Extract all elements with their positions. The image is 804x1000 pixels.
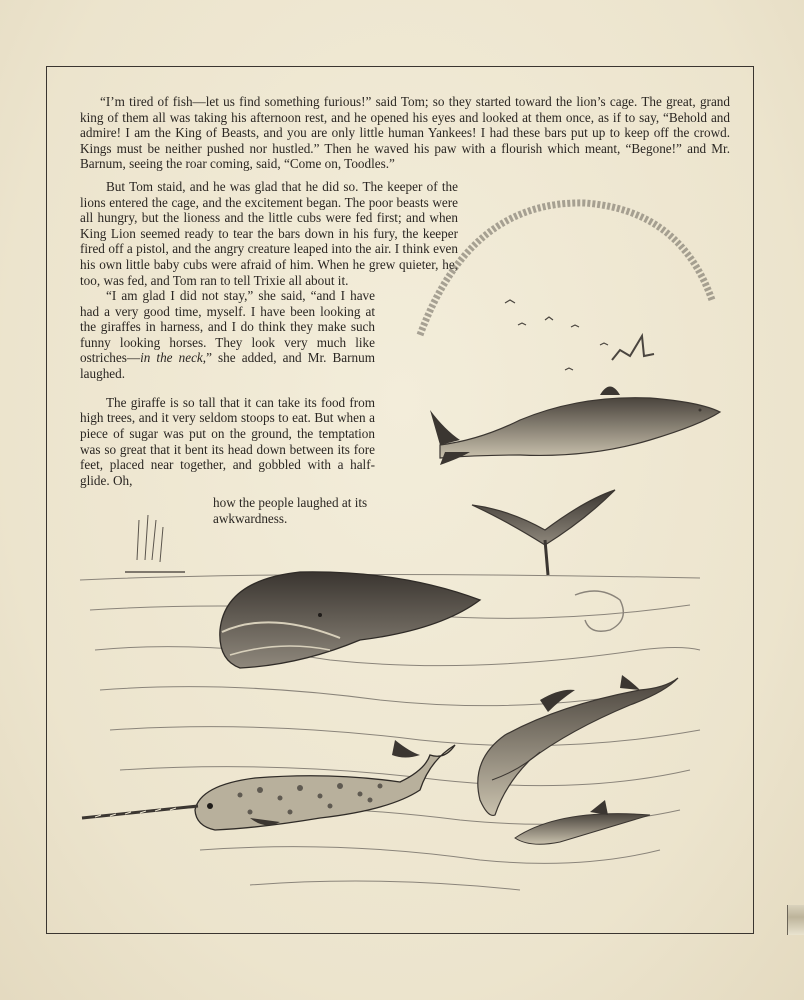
- rainbow-arc: [420, 203, 712, 335]
- trixie-text-b: ,” she added, and Mr. Barnum laughed.: [80, 350, 375, 381]
- right-whale: [220, 572, 480, 668]
- paragraph-lion-cage: “I’m tired of fish—let us find something furious!” said Tom; so they started toward the lion’s cage. The great, grand king of them all was taking his afternoon rest, and he opened his eyes and looked at them once, as if to say, “Behold and admire! I am the King of Beasts, and you are only little human Yankees! I had these bars put up to keep off the crowd. Kings must be neither pushed nor hustled.” Then he waved his paw with a flourish which meant, “Begone!” and Mr. Barnum, seeing the roar coming, said, “Come on, Toodles.”: [80, 94, 730, 172]
- whale-tail: [472, 490, 615, 575]
- page-edge-tab: [787, 905, 804, 935]
- flying-birds: [505, 300, 654, 370]
- paragraph-giraffe-end: how the people laughed at its awkwardness.: [213, 495, 368, 526]
- ship-sprays: [125, 515, 185, 572]
- trixie-text-italic: in the neck: [140, 350, 203, 366]
- paragraph-keeper: But Tom staid, and he was glad that he did so. The keeper of the lions entered the cage, and the excitement began. The poor beasts were all hungry, but the lioness and the little cubs were fed first; and when King Lion seemed ready to tear the bars down in his fury, the keeper fired off a pistol, and the angry creature leaped into the air. I think even his own little baby cubs were afraid of him. When he grew quieter, he, too, was fed, and Tom ran to tell Trixie all about it.: [80, 179, 458, 288]
- trixie-text-a: “I am glad I did not stay,” she said, “and I have had a very good time, myself. I have been looking at the giraffes in harness, and I do think they make such funny looking horses. They look very much like ostriches—: [80, 288, 375, 366]
- paragraph-giraffe: The giraffe is so tall that it can take its food from high trees, and it very seldom stoops to eat. But when a piece of sugar was put on the ground, the temptation was so great that it bent its head down between its fore feet, placed near together, and gobbled with a half-glide. Oh,: [80, 394, 375, 488]
- narwhal: [82, 740, 455, 830]
- dolphin-small: [515, 800, 650, 844]
- dolphin-diving: [478, 675, 678, 815]
- dolphin-upper: [430, 387, 720, 466]
